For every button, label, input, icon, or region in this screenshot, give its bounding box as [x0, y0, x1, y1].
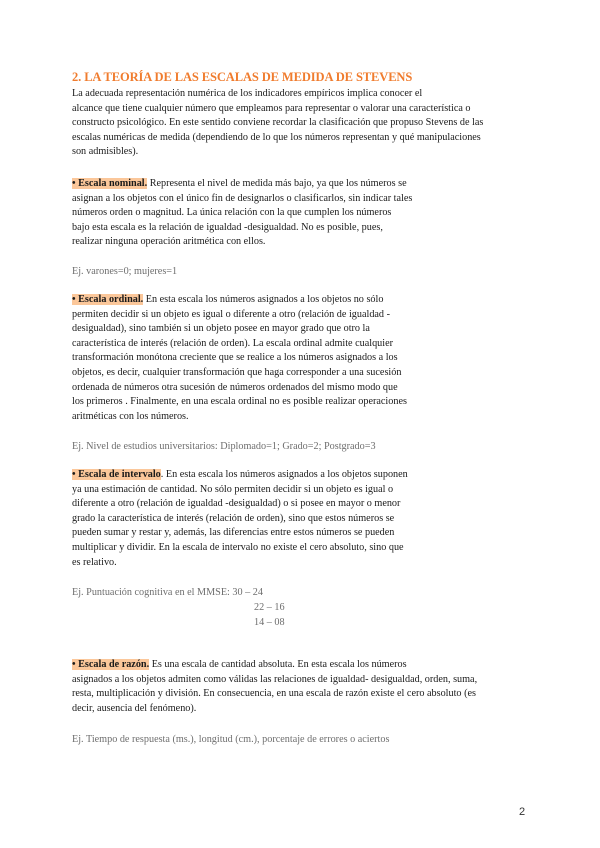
nominal-line: realizar ninguna operación aritmética con ellos.: [72, 236, 266, 248]
nominal-scale-label: • Escala nominal.: [72, 178, 148, 189]
nominal-example: Ej. varones=0; mujeres=1: [72, 266, 178, 277]
ordinal-line: los primeros . Finalmente, en una escala ordinal no es posible realizar operaciones: [72, 396, 407, 408]
razon-line: resta, multiplicación y división. En consecuencia, en una escala de razón existe el cero absoluto (es: [72, 688, 476, 700]
intervalo-example-line: 14 – 08: [254, 617, 285, 628]
ordinal-line: transformación monótona creciente que se realice a los números asignados a los: [72, 352, 398, 364]
razon-line: decir, ausencia del fenómeno).: [72, 702, 197, 714]
nominal-paragraph: [72, 177, 412, 250]
ordinal-paragraph: [72, 293, 407, 424]
intervalo-line: multiplicar y dividir. En la escala de intervalo no existe el cero absoluto, sino que: [72, 541, 404, 553]
intro-line: constructo psicológico. En este sentido conviene recordar la clasificación que propuso Stevens de las: [72, 117, 484, 129]
ordinal-line: característica de interés (relación de orden). La escala ordinal admite cualquier: [72, 337, 394, 349]
razon-scale-label: • Escala de razón.: [72, 659, 150, 670]
ordinal-line: aritméticas con los números.: [72, 410, 189, 422]
intervalo-example-line: 22 – 16: [254, 602, 285, 613]
ordinal-line: permiten decidir si un objeto es igual o diferente a otro (relación de igualdad -: [72, 308, 390, 320]
intro-line: escalas numéricas de medida (dependiendo de lo que los números representan y qué manipulaciones: [72, 131, 481, 143]
ordinal-scale-label: • Escala ordinal.: [72, 294, 144, 305]
ordinal-example: Ej. Nivel de estudios universitarios: Diplomado=1; Grado=2; Postgrado=3: [72, 441, 376, 452]
nominal-line: asignan a los objetos con el único fin de designarlos o clasificarlos, sin indicar tales: [72, 192, 413, 204]
intervalo-paragraph: [72, 468, 408, 570]
ordinal-line: desigualdad), sino también si un objeto posee en mayor grado que otro la: [72, 323, 370, 335]
intervalo-line: es relativo.: [72, 556, 117, 568]
razon-paragraph: [72, 658, 477, 716]
intervalo-line: diferente a otro (relación de igualdad -desigualdad) o si posee en mayor o menor: [72, 498, 401, 510]
intervalo-line: ya una estimación de cantidad. No sólo permiten decidir si un objeto es igual o: [72, 483, 394, 495]
intervalo-example: Ej. Puntuación cognitiva en el MMSE: 30 – 24: [72, 587, 263, 598]
ordinal-line: ordenada de números otra sucesión de números ordenados del mismo modo que: [72, 381, 398, 393]
razon-line: Es una escala de cantidad absoluta. En esta escala los números: [149, 659, 407, 670]
intervalo-scale-label: • Escala de intervalo: [72, 469, 161, 480]
intro-line: alcance que tiene cualquier número que empleamos para representar o valorar una característica o: [72, 102, 471, 114]
razon-line: asignados a los objetos admiten como válidas las relaciones de igualdad- desigualdad, orden, suma,: [72, 673, 478, 685]
nominal-line: Representa el nivel de medida más bajo, ya que los números se: [147, 178, 407, 189]
section-heading: 2. LA TEORÍA DE LAS ESCALAS DE MEDIDA DE STEVENS: [72, 70, 413, 84]
intervalo-line: . En esta escala los números asignados a los objetos suponen: [160, 469, 408, 480]
nominal-line: números orden o magnitud. La única relación con la que cumplen los números: [72, 207, 392, 219]
page-number: 2: [519, 806, 526, 818]
razon-example: Ej. Tiempo de respuesta (ms.), longitud (cm.), porcentaje de errores o aciertos: [72, 734, 390, 745]
intro-line: son admisibles).: [72, 146, 139, 158]
intervalo-line: pueden sumar y restar y, además, las diferencias entre estos números se pueden: [72, 527, 395, 539]
intro-paragraph: [72, 87, 483, 160]
intervalo-line: grado la característica de interés (relación de orden), sino que estos números se: [72, 512, 395, 524]
ordinal-line: objetos, es decir, cualquier transformación que haga corresponder a una sucesión: [72, 366, 402, 378]
nominal-line: bajo esta escala es la relación de igualdad -desigualdad. No es posible, pues,: [72, 221, 383, 233]
ordinal-line: En esta escala los números asignados a los objetos no sólo: [143, 294, 384, 305]
intro-line: La adecuada representación numérica de los indicadores empíricos implica conocer el: [72, 88, 423, 99]
